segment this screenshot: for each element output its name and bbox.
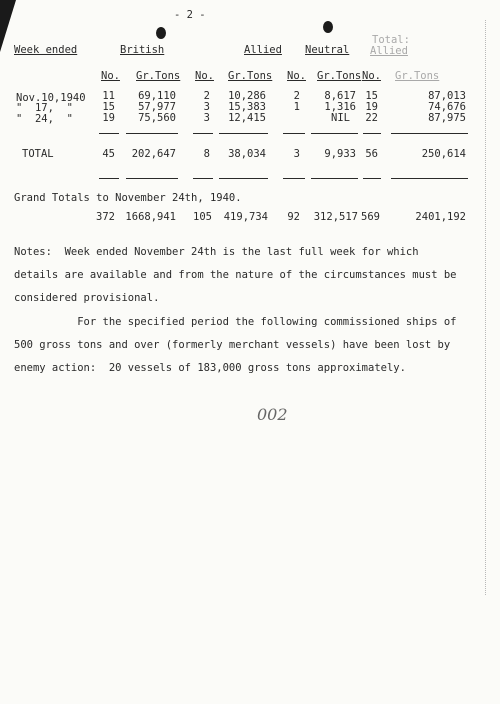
- paragraph-line: enemy action: 20 vessels of 183,000 gross tons approximately.: [14, 362, 406, 374]
- header-allied: Allied: [244, 44, 282, 56]
- row-neutral-tons: 1,316: [324, 101, 356, 113]
- header-british: British: [120, 44, 165, 56]
- total-neutral-no: 3: [293, 148, 300, 160]
- rule-line: [193, 133, 213, 134]
- subheader-british-tons: Gr.Tons: [136, 70, 181, 82]
- grand-neutral-no: 92: [287, 211, 300, 223]
- subheader-allied-tons: Gr.Tons: [228, 70, 273, 82]
- grand-allied-tons: 419,734: [223, 211, 268, 223]
- row-total-tons: 87,013: [428, 90, 466, 102]
- total-total-tons: 250,614: [421, 148, 466, 160]
- rule-line: [363, 178, 381, 179]
- rule-line: [126, 133, 178, 134]
- notes-line: Notes: Week ended November 24th is the last full week for which: [14, 246, 419, 258]
- rule-line: [193, 178, 213, 179]
- rule-line: [219, 133, 268, 134]
- subheader-allied-no: No.: [195, 70, 214, 82]
- rule-line: [363, 133, 381, 134]
- rule-line: [391, 133, 468, 134]
- total-total-no: 56: [365, 148, 378, 160]
- rule-line: [126, 178, 178, 179]
- rule-line: [99, 133, 119, 134]
- row-allied-tons: 15,383: [228, 101, 266, 113]
- row-total-no: 19: [365, 101, 378, 113]
- row-neutral-tons: 8,617: [324, 90, 356, 102]
- subheader-neutral-tons: Gr.Tons: [317, 70, 362, 82]
- row-british-tons: 75,560: [138, 112, 176, 124]
- total-allied-tons: 38,034: [228, 148, 266, 160]
- row-total-tons: 74,676: [428, 101, 466, 113]
- grand-total-no: 569: [361, 211, 380, 223]
- rule-line: [219, 178, 268, 179]
- grand-british-tons: 1668,941: [125, 211, 176, 223]
- grand-neutral-tons: 312,517: [313, 211, 358, 223]
- total-neutral-tons: 9,933: [324, 148, 356, 160]
- page-corner-shadow-edge: [0, 0, 7, 46]
- rule-line: [391, 178, 468, 179]
- row-allied-no: 2: [203, 90, 210, 102]
- row-allied-no: 3: [203, 112, 210, 124]
- grand-british-no: 372: [96, 211, 115, 223]
- subheader-total-tons: Gr.Tons: [395, 70, 440, 82]
- row-british-tons: 69,110: [138, 90, 176, 102]
- row-total-no: 15: [365, 90, 378, 102]
- punch-hole-left: [156, 27, 166, 39]
- row-allied-no: 3: [203, 101, 210, 113]
- subheader-neutral-no: No.: [287, 70, 306, 82]
- total-british-no: 45: [102, 148, 115, 160]
- paragraph-line: 500 gross tons and over (formerly merchant vessels) have been lost by: [14, 339, 451, 351]
- row-total-tons: 87,975: [428, 112, 466, 124]
- rule-line: [311, 133, 358, 134]
- header-total-top: Total:: [372, 34, 410, 46]
- right-edge-line: [484, 20, 486, 595]
- rule-line: [283, 178, 305, 179]
- paragraph-line: For the specified period the following commissioned ships of: [14, 316, 457, 328]
- header-week-ended: Week ended: [14, 44, 78, 56]
- grand-allied-no: 105: [193, 211, 212, 223]
- row-neutral-tons: NIL: [331, 112, 350, 124]
- row-neutral-no: 1: [293, 101, 300, 113]
- rule-line: [283, 133, 305, 134]
- row-british-no: 19: [102, 112, 115, 124]
- grand-total-tons: 2401,192: [415, 211, 466, 223]
- total-british-tons: 202,647: [131, 148, 176, 160]
- rule-line: [311, 178, 358, 179]
- subheader-british-no: No.: [101, 70, 120, 82]
- row-week: " 17, ": [16, 102, 73, 114]
- row-total-no: 22: [365, 112, 378, 124]
- row-british-tons: 57,977: [138, 101, 176, 113]
- total-allied-no: 8: [203, 148, 210, 160]
- row-week: " 24, ": [16, 113, 73, 125]
- handwritten-number: 002: [257, 405, 288, 424]
- header-neutral: Neutral: [305, 44, 350, 56]
- row-neutral-no: 2: [293, 90, 300, 102]
- punch-hole-right: [323, 21, 333, 33]
- rule-line: [99, 178, 119, 179]
- subheader-total-no: No.: [362, 70, 381, 82]
- total-label: TOTAL: [22, 148, 54, 160]
- notes-line: details are available and from the nature of the circumstances must be: [14, 269, 457, 281]
- row-british-no: 15: [102, 101, 115, 113]
- row-allied-tons: 10,286: [228, 90, 266, 102]
- row-week: Nov.10,1940: [16, 92, 86, 104]
- header-total-bottom: Allied: [370, 45, 408, 57]
- notes-line: considered provisional.: [14, 292, 160, 304]
- grand-totals-label: Grand Totals to November 24th, 1940.: [14, 192, 242, 204]
- row-allied-tons: 12,415: [228, 112, 266, 124]
- row-british-no: 11: [102, 90, 115, 102]
- page-number: - 2 -: [174, 9, 206, 21]
